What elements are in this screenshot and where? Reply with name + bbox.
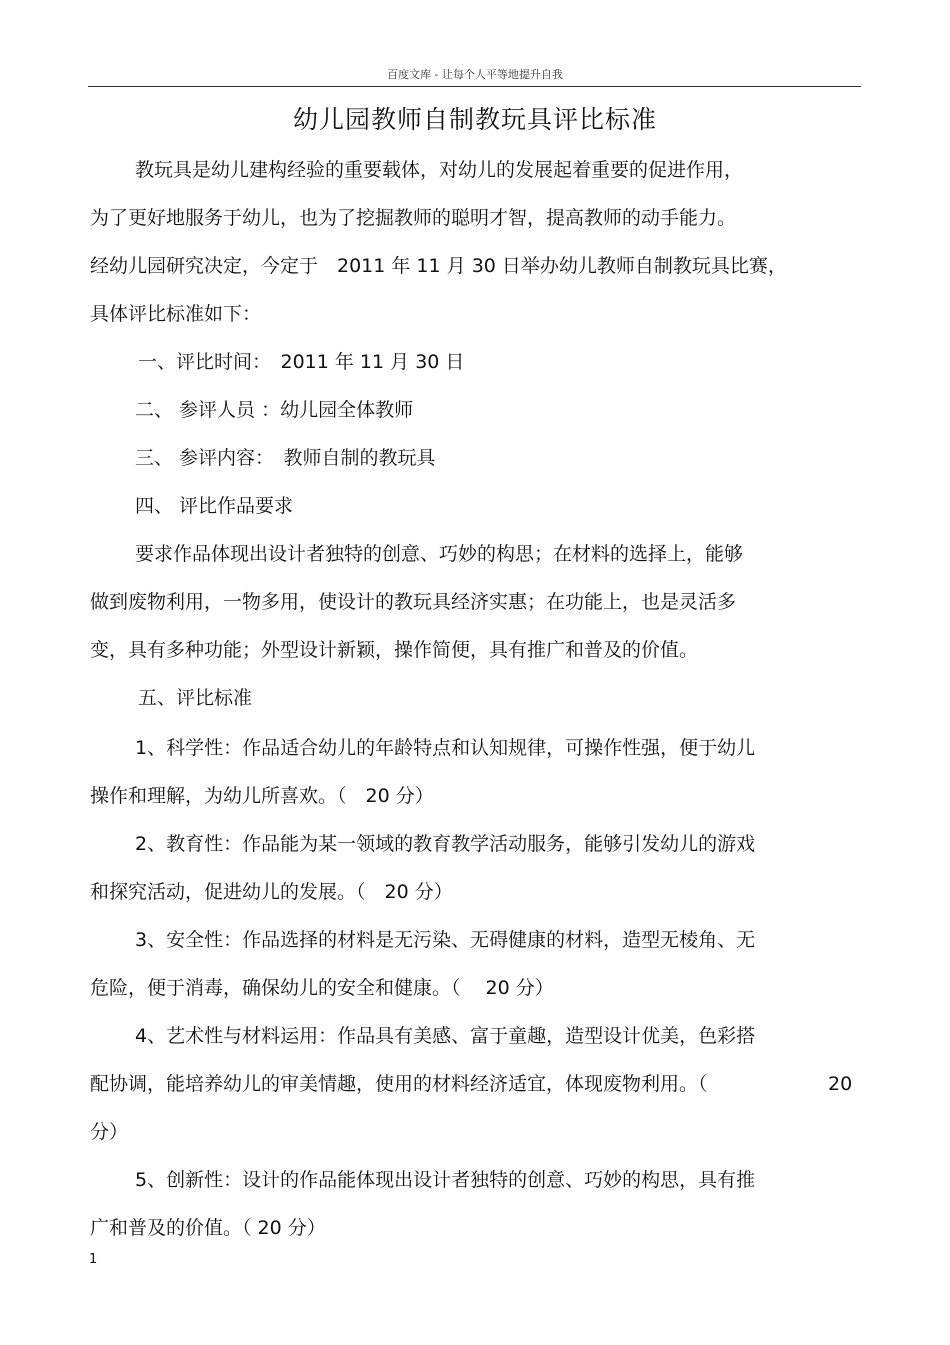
criterion-1-line-2: 操作和理解，为幼儿所喜欢。（ 20 分） [90,785,434,807]
criterion-4-line-2: 配协调，能培养幼儿的审美情趣，使用的材料经济适宜，体现废物利用。（ [90,1073,708,1095]
criterion-3-line-1: 3、安全性：作品选择的材料是无污染、无碍健康的材料，造型无棱角、无 [135,929,756,951]
section-5-heading: 五、评比标准 [138,687,253,709]
page-number: 1 [89,1252,98,1267]
criterion-4-line-1: 4、艺术性与材料运用：作品具有美感、富于童趣，造型设计优美，色彩搭 [135,1025,756,1047]
criterion-2-line-1: 2、教育性：作品能为某一领域的教育教学活动服务，能够引发幼儿的游戏 [135,833,756,855]
header-rule [88,86,861,87]
section-1-time: 一、评比时间： 2011 年 11 月 30 日 [138,351,465,373]
section-2-participants: 二、 参评人员 ：幼儿园全体教师 [135,399,414,421]
intro-line-4: 具体评比标准如下： [90,303,262,325]
criterion-4-line-3: 分） [90,1121,129,1143]
criterion-4-score: 20 [828,1073,853,1095]
intro-line-3: 经幼儿园研究决定，今定于 2011 年 11 月 30 日举办幼儿教师自制教玩具比赛， [90,255,787,277]
document-title: 幼儿园教师自制教玩具评比标准 [292,105,657,134]
section-4-heading: 四、 评比作品要求 [135,495,294,517]
requirements-line-2: 做到废物利用，一物多用，使设计的教玩具经济实惠；在功能上，也是灵活多 [90,591,737,613]
section-3-content: 三、 参评内容： 教师自制的教玩具 [135,447,436,469]
intro-line-2: 为了更好地服务于幼儿，也为了挖掘教师的聪明才智，提高教师的动手能力。 [90,207,737,229]
criterion-1-line-1: 1、科学性：作品适合幼儿的年龄特点和认知规律，可操作性强，便于幼儿 [135,737,756,759]
intro-line-1: 教玩具是幼儿建构经验的重要载体，对幼儿的发展起着重要的促进作用， [135,159,744,181]
header-text: 百度文库 - 让每个人平等地提升自我 [387,68,563,81]
criterion-5-line-2: 广和普及的价值。（ 20 分） [90,1217,326,1239]
criterion-3-line-2: 危险，便于消毒，确保幼儿的安全和健康。（ 20 分） [90,977,554,999]
criterion-2-line-2: 和探究活动，促进幼儿的发展。（ 20 分） [90,881,453,903]
criterion-5-line-1: 5、创新性：设计的作品能体现出设计者独特的创意、巧妙的构思，具有推 [135,1169,756,1191]
requirements-line-1: 要求作品体现出设计者独特的创意、巧妙的构思；在材料的选择上，能够 [135,543,744,565]
requirements-line-3: 变，具有多种功能；外型设计新颖，操作简便，具有推广和普及的价值。 [90,639,699,661]
